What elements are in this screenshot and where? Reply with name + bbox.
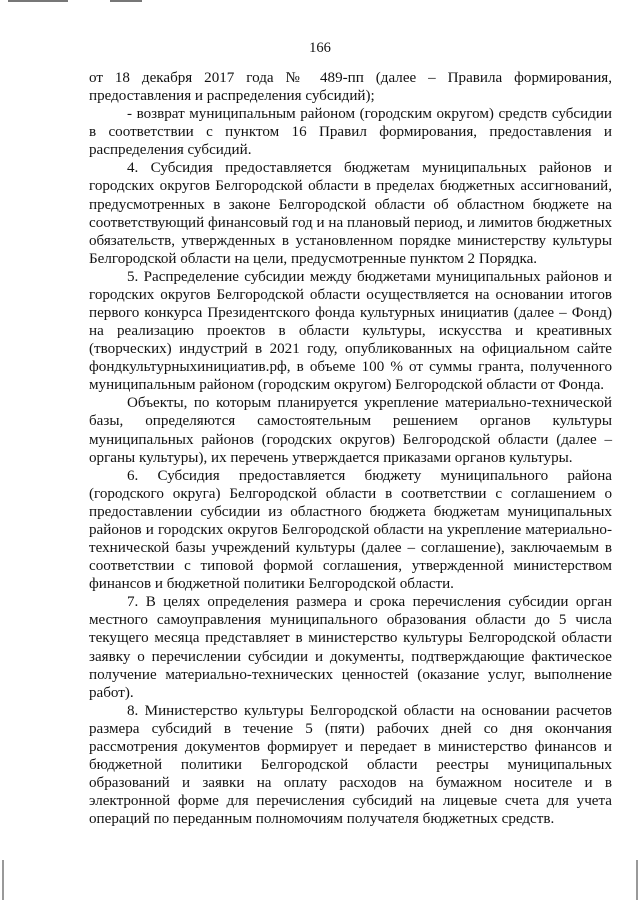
paragraph-3: 4. Субсидия предоставляется бюджетам муниципальных районов и городских округов Белгородской области в пределах бюджетных ассигнований, предусмотренных в законе Белгородской области об областном бюджете на соответствующий финансовый год и на плановый период, и лимитов бюджетных обязательств, утвержденных в установленном порядке министерству культуры Белгородской области на цели, предусмотренные пунктом 2 Порядка. (89, 160, 612, 267)
scan-edge-mark (2, 860, 4, 900)
scan-artifact-line (8, 0, 68, 2)
paragraph-5: Объекты, по которым планируется укрепление материально-технической базы, определяются самостоятельным решением органов культуры муниципальных районов (городских округов) Белгородской области (далее – органы культуры), их перечень утверждается приказами органов культуры. (89, 395, 612, 466)
paragraph-1: от 18 декабря 2017 года № 489-пп (далее – Правила формирования, предоставления и распределения субсидий); (89, 70, 612, 105)
paragraph-7: 7. В целях определения размера и срока перечисления субсидии орган местного самоуправления муниципального образования области до 5 числа текущего месяца представляет в министерство культуры Белгородской области заявку о перечислении субсидии и документы, подтверждающие фактическое получение материально-технических ценностей (оказание услуг, выполнение работ). (89, 594, 612, 701)
paragraph-8: 8. Министерство культуры Белгородской области на основании расчетов размера субсидий в течение 5 (пяти) рабочих дней со дня окончания рассмотрения документов формирует и передает в министерство финансов и бюджетной политики Белгородской области реестры муниципальных образований и заявки на оплату расходов на бумажном носителе и в электронной форме для перечисления субсидий на лицевые счета для учета операций по переданным полномочиям получателя бюджетных средств. (89, 702, 612, 828)
paragraph-6: 6. Субсидия предоставляется бюджету муниципального района (городского округа) Белгородской области в соответствии с соглашением о предоставлении субсидии из областного бюджета бюджетам муниципальных районов и городских округов Белгородской области на укрепление материально-технической базы учреждений культуры (далее – соглашение), заключаемым в соответствии с типовой формой соглашения, утвержденной министерством финансов и бюджетной политики Белгородской области. (89, 467, 612, 593)
page-number: 166 (309, 40, 331, 56)
document-body (89, 69, 612, 828)
scan-edge-mark (636, 860, 638, 900)
scan-artifact-line (110, 0, 142, 2)
paragraph-4: 5. Распределение субсидии между бюджетами муниципальных районов и городских округов Белгородской области осуществляется на основании итогов первого конкурса Президентского фонда культурных инициатив (далее – Фонд) на реализацию проектов в области культуры, искусства и креативных (творческих) индустрий в 2021 году, опубликованных на официальном сайте фондкультурныхинициатив.рф, в объеме 100 % от суммы гранта, полученного муниципальным районом (городским округом) Белгородской области от Фонда. (89, 268, 612, 394)
paragraph-2: - возврат муниципальным районом (городским округом) средств субсидии в соответствии с пунктом 16 Правил формирования, предоставления и распределения субсидий. (89, 106, 612, 159)
